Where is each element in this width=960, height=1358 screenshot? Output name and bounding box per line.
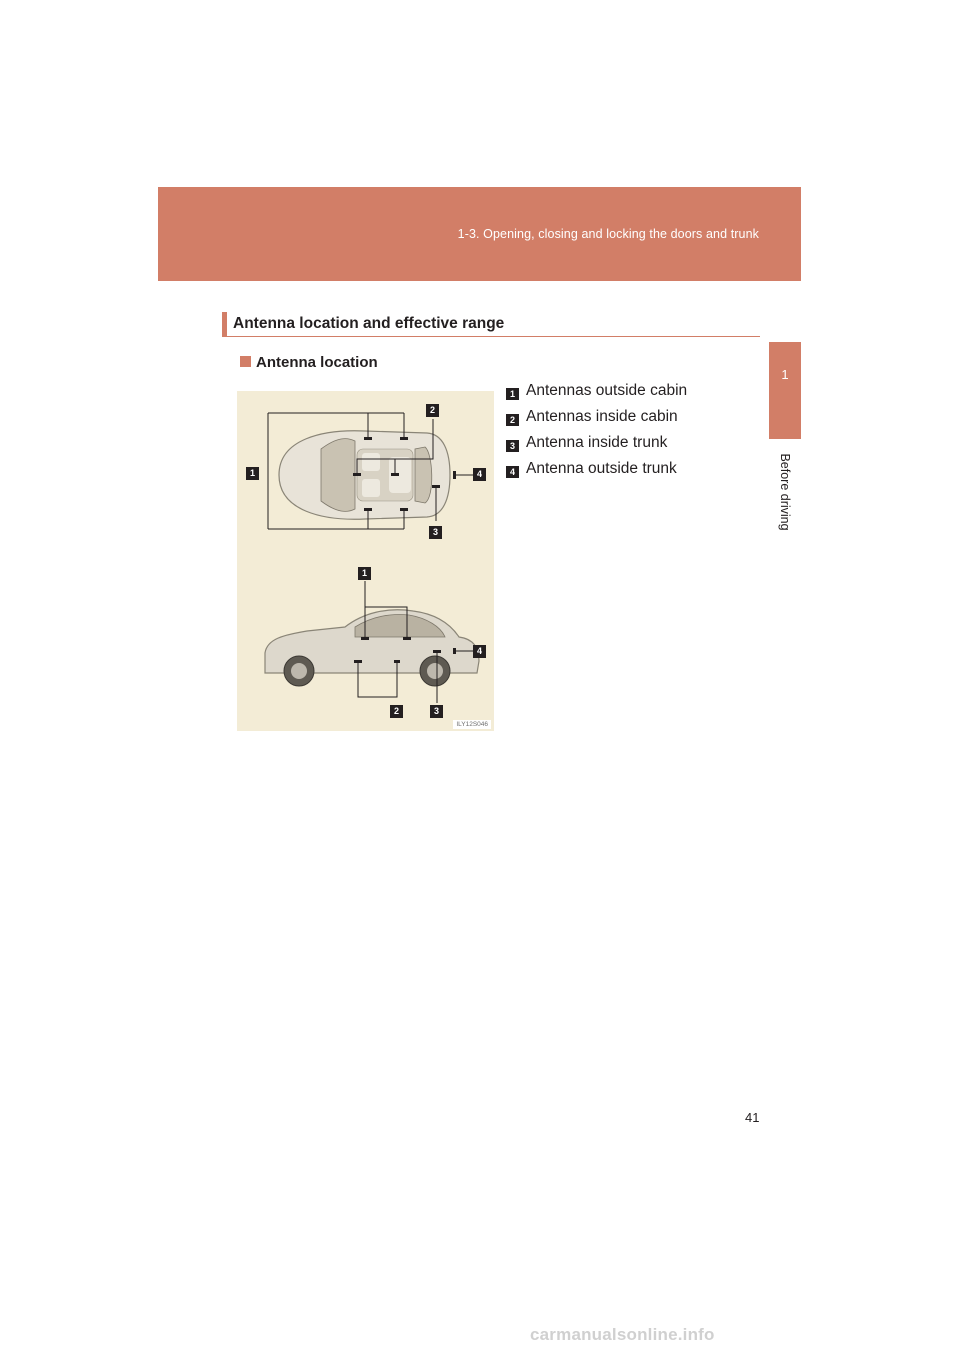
callout-badge: 4 — [473, 468, 486, 481]
callout-badge: 4 — [473, 645, 486, 658]
car-side-view — [265, 610, 479, 686]
section-heading — [222, 312, 760, 337]
chapter-number: 1 — [781, 367, 789, 382]
legend-label: Antenna outside trunk — [526, 460, 677, 477]
callout-badge: 3 — [429, 526, 442, 539]
legend-number-badge: 3 — [506, 440, 519, 452]
figure-code: ILY12S046 — [453, 720, 491, 729]
callout-badge: 3 — [430, 705, 443, 718]
chapter-side-tab — [769, 342, 801, 439]
bullet-square-icon — [240, 356, 251, 367]
legend-number-badge: 2 — [506, 414, 519, 426]
legend-number-badge: 4 — [506, 466, 519, 478]
car-top-view — [279, 431, 450, 519]
legend-label: Antennas inside cabin — [526, 408, 678, 425]
callout-badge: 2 — [390, 705, 403, 718]
page-number: 41 — [745, 1110, 760, 1125]
legend-label: Antenna inside trunk — [526, 434, 668, 451]
callout-badge: 1 — [358, 567, 371, 580]
legend-number-badge: 1 — [506, 388, 519, 400]
section-heading-text: Antenna location and effective range — [233, 315, 505, 332]
subsection-heading-text: Antenna location — [256, 354, 378, 371]
subsection-heading — [240, 354, 378, 371]
car-diagram — [237, 391, 494, 731]
chapter-side-label: Before driving — [778, 453, 792, 531]
callout-badge: 2 — [426, 404, 439, 417]
chapter-header-band — [158, 187, 801, 281]
legend-label: Antennas outside cabin — [526, 382, 688, 399]
antenna-location-figure — [237, 391, 494, 731]
callout-badge: 1 — [246, 467, 259, 480]
section-heading-accent — [222, 312, 227, 336]
watermark-text: carmanualsonline.info — [530, 1325, 715, 1344]
chapter-section-title: 1-3. Opening, closing and locking the doors and trunk — [457, 227, 759, 241]
